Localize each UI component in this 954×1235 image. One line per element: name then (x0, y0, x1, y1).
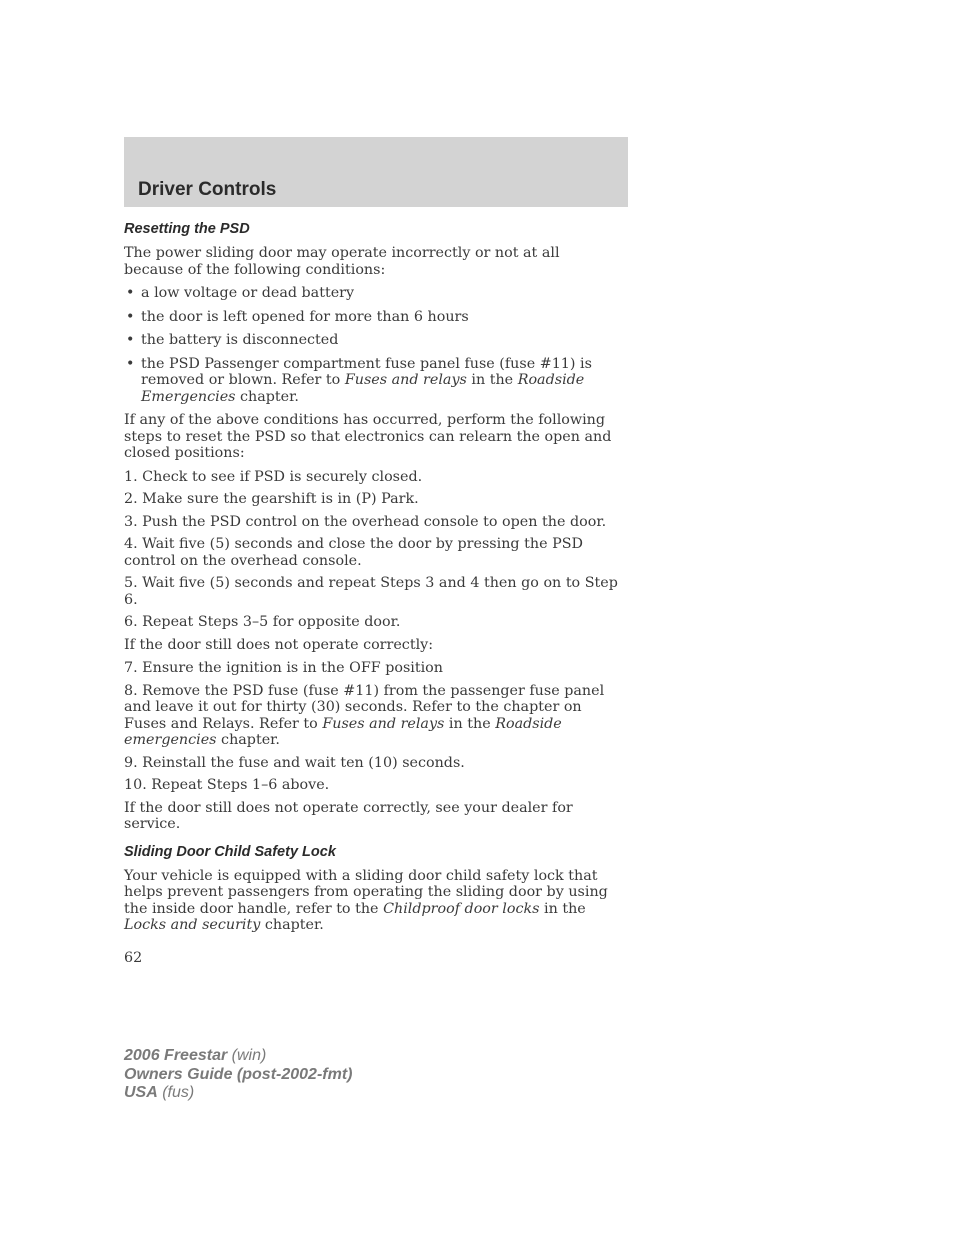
text-run: 8. Remove the PSD fuse (fuse #11) from the passenger fuse panel and leave it out for thirty (30) seconds. Refer to the chapter on Fuses and Relays. Refer to (124, 682, 605, 732)
reference-roadside-emergencies: Roadside emergencies (124, 715, 562, 748)
reference-locks-security: Locks and security (124, 917, 261, 933)
reference-fuses-relays: Fuses and relays (344, 372, 467, 388)
still-not-working-paragraph: If the door still does not operate correctly: (124, 636, 434, 653)
footer-line-market (124, 1084, 352, 1103)
reference-roadside-emergencies: Roadside Emergencies (141, 372, 585, 405)
intro-paragraph: The power sliding door may operate incorrectly or not at all because of the following conditions: (124, 245, 560, 278)
reference-fuses-relays: Fuses and relays (322, 715, 445, 732)
step-item (124, 683, 620, 749)
step-item: 10. Repeat Steps 1–6 above. (124, 777, 330, 793)
step-item: 2. Make sure the gearshift is in (P) Park. (124, 491, 419, 507)
step-item: 3. Push the PSD control on the overhead console to open the door. (124, 513, 607, 530)
step-item: 7. Ensure the ignition is in the OFF position (124, 660, 443, 676)
text-run: chapter. (260, 917, 324, 933)
chapter-header-band (124, 137, 628, 207)
list-item (124, 356, 620, 406)
text-run: Your vehicle is equipped with a sliding door child safety lock that helps prevent passengers from operating the sliding door by using the inside door handle, refer to the (124, 867, 608, 917)
procedure-intro: If any of the above conditions has occurred, perform the following steps to reset the PSD so that electronics can relearn the open and closed positions: (124, 412, 612, 461)
section-heading-resetting-psd: Resetting the PSD (124, 221, 250, 237)
text-run: chapter. (235, 388, 299, 405)
chapter-title: Driver Controls (138, 179, 277, 200)
step-item: 4. Wait five (5) seconds and close the door by pressing the PSD control on the overhead console. (124, 536, 583, 569)
dealer-service-paragraph: If the door still does not operate correctly, see your dealer for service. (124, 799, 573, 832)
text-run: the PSD Passenger compartment fuse panel fuse (fuse #11) is removed or blown. Refer to (141, 355, 592, 388)
page-number: 62 (124, 949, 143, 966)
conditions-list (124, 285, 620, 405)
step-item: 1. Check to see if PSD is securely closed. (124, 468, 423, 485)
list-item: • the battery is disconnected (124, 332, 620, 349)
footer-line-model (124, 1047, 352, 1066)
section-heading-child-safety-lock: Sliding Door Child Safety Lock (124, 843, 336, 860)
reference-childproof-door-locks: Childproof door locks (383, 900, 540, 917)
text-run: chapter. (216, 732, 280, 748)
additional-steps-list (124, 660, 620, 794)
document-footer (124, 1047, 352, 1103)
footer-model-variant: (win) (227, 1047, 267, 1064)
list-item: • a low voltage or dead battery (124, 285, 620, 302)
step-item: 6. Repeat Steps 3–5 for opposite door. (124, 614, 401, 630)
footer-model: 2006 Freestar (124, 1047, 228, 1064)
footer-guide-name: Owners Guide (post-2002-fmt) (124, 1065, 353, 1083)
text-run: in the (444, 715, 496, 732)
footer-line-guide (124, 1066, 352, 1085)
text-run: in the (466, 372, 518, 388)
footer-market-code: (fus) (157, 1084, 195, 1101)
reset-steps-list (124, 469, 620, 631)
text-run: in the (539, 900, 586, 917)
footer-market: USA (124, 1084, 158, 1101)
page-content (124, 220, 620, 973)
step-item: 9. Reinstall the fuse and wait ten (10) seconds. (124, 754, 465, 771)
step-item: 5. Wait five (5) seconds and repeat Steps 3 and 4 then go on to Step 6. (124, 575, 618, 608)
child-lock-paragraph (124, 868, 620, 934)
list-item: • the door is left opened for more than 6 hours (124, 309, 620, 326)
